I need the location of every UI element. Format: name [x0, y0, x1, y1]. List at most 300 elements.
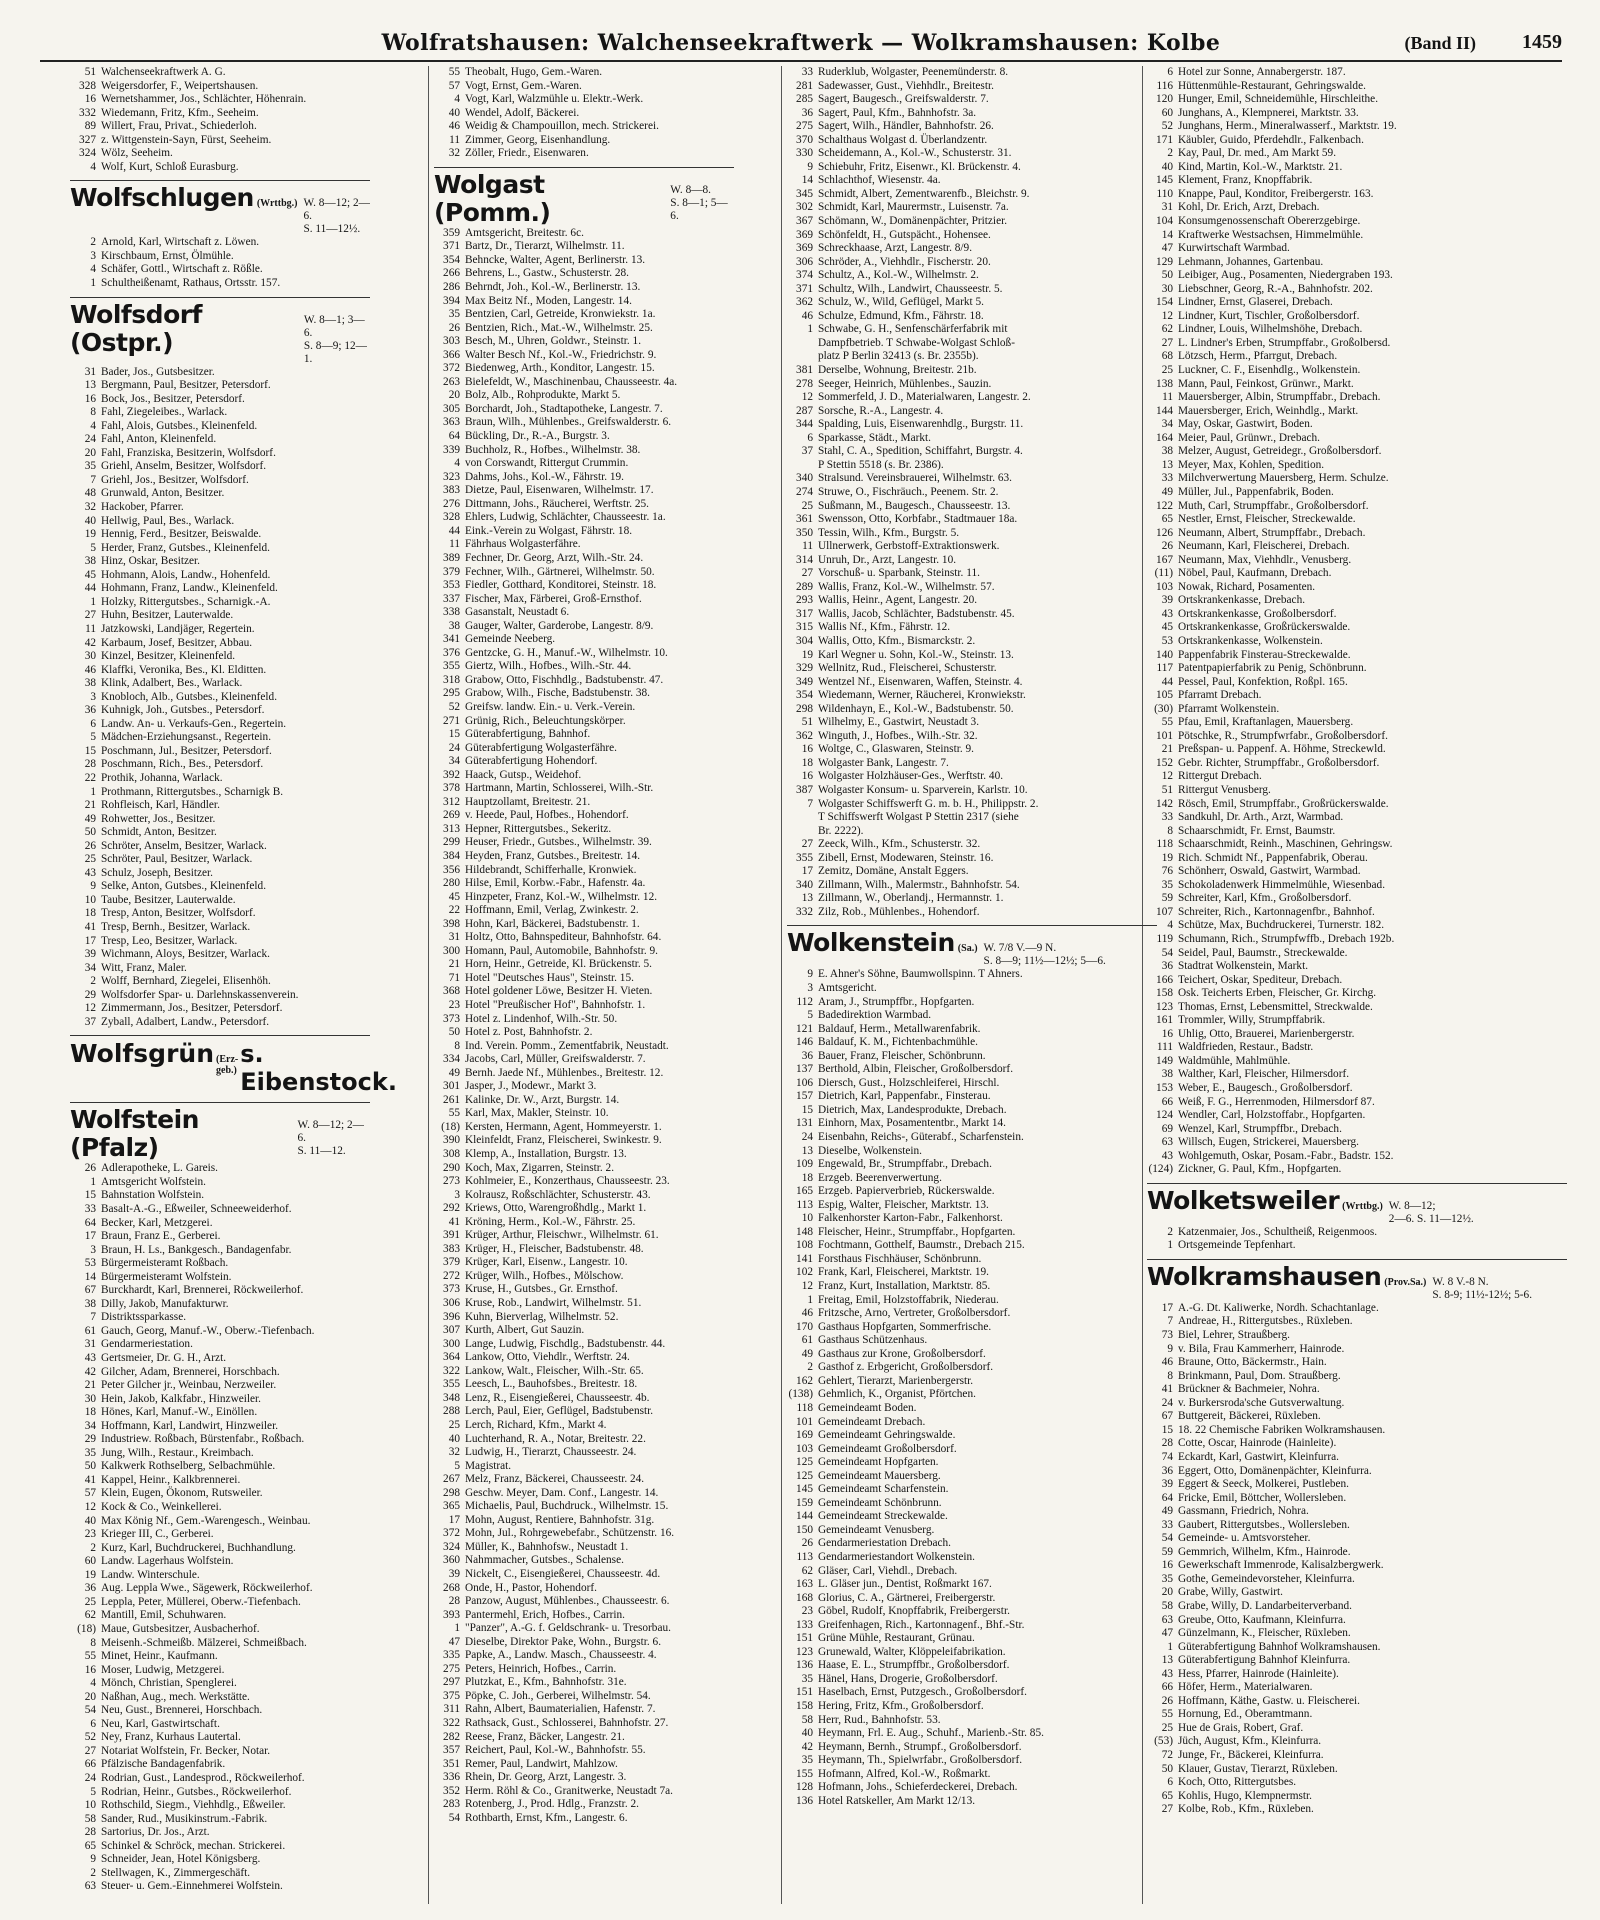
phone-number: 292 — [443, 1202, 460, 1215]
phone-number: 36 — [801, 106, 813, 119]
directory-entry — [434, 1785, 734, 1799]
directory-entry — [787, 1348, 1157, 1362]
phone-number: 76 — [1161, 865, 1173, 878]
phone-number: 16 — [84, 392, 96, 405]
phone-number: 344 — [796, 418, 813, 431]
directory-entry — [70, 880, 370, 894]
phone-number: 369 — [796, 228, 813, 241]
phone-number: 131 — [796, 1117, 813, 1130]
phone-number: 18 — [84, 907, 96, 920]
directory-entry — [1147, 1451, 1567, 1465]
phone-number: 337 — [443, 592, 460, 605]
phone-number: 125 — [796, 1469, 813, 1482]
entry-text: Gemeindeamt Venusberg. — [818, 1523, 935, 1536]
phone-number: 144 — [1156, 404, 1173, 417]
directory-entry — [787, 1714, 1157, 1728]
directory-entry — [787, 188, 1157, 202]
directory-entry — [434, 864, 734, 878]
entry-text: Selke, Anton, Gutsbes., Kleinenfeld. — [101, 880, 267, 893]
entry-text: Osk. Teicherts Erben, Fleischer, Gr. Kirchg. — [1178, 987, 1377, 1000]
directory-entry — [434, 1812, 734, 1826]
directory-entry — [787, 996, 1157, 1010]
phone-number: 61 — [801, 1334, 813, 1347]
directory-entry — [787, 757, 1157, 771]
directory-entry — [70, 80, 370, 94]
phone-number: 268 — [443, 1581, 460, 1594]
entry-text: Poschmann, Jul., Besitzer, Petersdorf. — [101, 744, 272, 757]
directory-entry — [1147, 256, 1567, 270]
phone-number: 6 — [807, 431, 813, 444]
phone-number: 14 — [84, 1270, 96, 1283]
directory-entry — [434, 1080, 734, 1094]
entry-text: Hackober, Pfarrer. — [101, 501, 184, 514]
entry-text: Heuser, Friedr., Gutsbes., Wilhelmstr. 39. — [465, 836, 652, 849]
entry-text: Onde, H., Pastor, Hohendorf. — [465, 1581, 597, 1594]
entry-text: Hess, Pfarrer, Hainrode (Hainleite). — [1178, 1667, 1339, 1680]
directory-entry — [787, 201, 1157, 215]
entry-text: Schumann, Rich., Strumpfwffb., Drebach 192b. — [1178, 933, 1395, 945]
entry-text: Gemeinde- u. Amtsvorsteher. — [1178, 1532, 1311, 1545]
phone-number: 16 — [84, 93, 96, 106]
directory-entry — [787, 1158, 1157, 1172]
directory-entry — [70, 826, 370, 840]
entry-text: Besch, M., Uhren, Goldwr., Steinstr. 1. — [465, 335, 642, 348]
directory-entry — [787, 968, 1157, 982]
phone-number: 25 — [801, 499, 813, 512]
entry-text: Franz, Kurt, Installation, Marktstr. 85. — [818, 1280, 991, 1293]
entry-text: Waldfrieden, Restaur., Badstr. — [1178, 1041, 1314, 1054]
directory-entry — [70, 1271, 370, 1285]
phone-number: 1 — [1167, 1239, 1173, 1252]
directory-entry — [434, 891, 734, 905]
entry-text: Hüttenmühle-Restaurant, Gehringswalde. — [1178, 79, 1366, 92]
directory-entry — [70, 1002, 370, 1016]
directory-entry — [787, 743, 1157, 757]
phone-number: 16 — [1161, 1559, 1173, 1572]
directory-entry — [1147, 1397, 1567, 1411]
directory-entry — [787, 364, 1157, 378]
entry-text: Mauersberger, Erich, Weinhdlg., Markt. — [1178, 404, 1359, 417]
directory-entry — [787, 703, 1157, 717]
directory-entry — [787, 1036, 1157, 1050]
directory-entry — [70, 840, 370, 854]
phone-number: 298 — [796, 702, 813, 715]
phone-number: 302 — [796, 201, 813, 214]
directory-entry — [70, 786, 370, 800]
phone-number: 286 — [443, 281, 460, 294]
entry-text: Buchholz, R., Hofbes., Wilhelmstr. 38. — [465, 443, 641, 456]
directory-entry — [70, 1799, 370, 1813]
phone-number: 5 — [807, 1009, 813, 1022]
phone-number: 360 — [443, 1554, 460, 1567]
entry-text: Koch, Max, Zigarren, Steinstr. 2. — [465, 1161, 615, 1174]
entry-text: Greube, Otto, Kaufmann, Kleinfurra. — [1178, 1613, 1346, 1626]
phone-number: 12 — [84, 1501, 96, 1514]
phone-number: 349 — [796, 675, 813, 688]
directory-entry — [434, 254, 734, 268]
phone-number: 65 — [84, 1839, 96, 1852]
directory-entry — [787, 527, 1157, 541]
phone-number: 28 — [1161, 1437, 1173, 1450]
directory-entry — [70, 555, 370, 569]
entry-text: Schultheißenamt, Rathaus, Ortsstr. 157. — [101, 277, 281, 290]
entry-text: Hein, Jakob, Kalkfabr., Hinzweiler. — [101, 1392, 261, 1405]
entry-text: Wolff, Bernhard, Ziegelei, Elisenhöh. — [101, 975, 271, 988]
entry-text: Max Beitz Nf., Moden, Langestr. 14. — [465, 294, 632, 307]
entry-text: Zimmer, Georg, Eisenhandlung. — [465, 133, 611, 146]
entry-text: Luchterhand, R. A., Notar, Breitestr. 22. — [465, 1432, 646, 1445]
directory-entry — [70, 1189, 370, 1203]
phone-number: 16 — [1161, 1027, 1173, 1040]
directory-entry — [787, 1416, 1157, 1430]
phone-number: 35 — [801, 1672, 813, 1685]
entry-text: Wichmann, Aloys, Besitzer, Warlack. — [101, 948, 270, 961]
directory-entry — [787, 500, 1157, 514]
entry-text: Nestler, Ernst, Fleischer, Streckewalde. — [1178, 513, 1356, 526]
directory-entry — [434, 1202, 734, 1216]
directory-entry — [1147, 838, 1567, 852]
entry-text: Höfer, Herm., Materialwaren. — [1178, 1681, 1313, 1694]
entry-text: Fahl, Alois, Gutsbes., Kleinenfeld. — [101, 419, 258, 432]
directory-entry — [787, 1537, 1157, 1551]
town-heading — [70, 1102, 370, 1162]
entry-text: Uhlig, Otto, Brauerei, Marienbergerstr. — [1178, 1027, 1355, 1040]
directory-entry — [787, 1009, 1157, 1023]
directory-entry — [70, 1582, 370, 1596]
directory-entry — [1147, 1136, 1567, 1150]
directory-entry — [434, 1649, 734, 1663]
phone-number: 34 — [448, 755, 460, 768]
phone-number: 20 — [84, 1690, 96, 1703]
phone-number: 11 — [449, 538, 460, 551]
entry-text: Gaubert, Rittergutsbes., Wollersleben. — [1178, 1518, 1350, 1531]
phone-number: 103 — [796, 1442, 813, 1455]
entry-text: Moser, Ludwig, Metzgerei. — [101, 1663, 225, 1676]
directory-entry — [1147, 201, 1567, 215]
directory-entry — [787, 1388, 1157, 1402]
phone-number: 68 — [1161, 350, 1173, 363]
phone-number: 274 — [796, 485, 813, 498]
entry-text: Fleischer, Heinr., Strumpffabr., Hopfgarten. — [818, 1225, 1016, 1238]
directory-entry — [70, 120, 370, 134]
directory-entry — [70, 907, 370, 921]
entry-text: Pfälzische Bandagenfabrik. — [101, 1758, 226, 1771]
phone-number: 53 — [84, 1257, 96, 1270]
phone-number: 43 — [1161, 607, 1173, 620]
phone-number: 11 — [449, 133, 460, 146]
entry-text: Grabe, Willy, Gastwirt. — [1178, 1586, 1283, 1599]
entry-text: Hauptzollamt, Breitestr. 21. — [465, 795, 591, 808]
directory-entry — [787, 147, 1157, 161]
directory-entry — [70, 1379, 370, 1393]
entry-text: Zemitz, Domäne, Anstalt Eggers. — [818, 865, 969, 878]
directory-entry — [434, 1541, 734, 1555]
phone-number: 58 — [84, 1812, 96, 1825]
directory-entry — [787, 1334, 1157, 1348]
entry-text: Theobalt, Hugo, Gem.-Waren. — [465, 66, 603, 78]
entry-text: Buttgereit, Bäckerei, Rüxleben. — [1178, 1410, 1321, 1423]
phone-number: 54 — [448, 1811, 460, 1824]
directory-entry — [434, 498, 734, 512]
directory-entry — [434, 1148, 734, 1162]
phone-number — [787, 825, 818, 839]
directory-entry — [70, 379, 370, 393]
phone-number: 25 — [448, 1418, 460, 1431]
phone-number: 7 — [1167, 1315, 1173, 1328]
directory-entry — [787, 567, 1157, 581]
phone-number: 27 — [1161, 1803, 1173, 1816]
entry-text: Hänel, Hans, Drogerie, Großolbersdorf. — [818, 1672, 998, 1685]
town-name: Wolkramshausen — [1147, 1261, 1382, 1291]
phone-number: 52 — [84, 1731, 96, 1744]
entry-text: Hoffmann, Käthe, Gastw. u. Fleischerei. — [1178, 1694, 1360, 1707]
entry-text: Kraftwerke Westsachsen, Himmelmühle. — [1178, 228, 1364, 241]
directory-entry — [434, 1527, 734, 1541]
entry-text: Schönfeldt, H., Gutspächt., Hohensee. — [818, 228, 991, 241]
entry-text: Gasthaus zur Krone, Großolbersdorf. — [818, 1347, 986, 1360]
phone-number: 30 — [1161, 282, 1173, 295]
entry-text: Amtsgericht, Breitestr. 6c. — [465, 226, 584, 239]
entry-text: Forsthaus Fischhäuser, Schönbrunn. — [818, 1252, 982, 1265]
directory-entry — [434, 1189, 734, 1203]
entry-text: Jasper, J., Modewr., Markt 3. — [465, 1080, 597, 1093]
directory-entry — [1147, 865, 1567, 879]
entry-text: Müller, K., Bahnhofsw., Neustadt 1. — [465, 1540, 629, 1553]
phone-number: 18 — [801, 1171, 813, 1184]
phone-number: 51 — [1161, 783, 1173, 796]
entry-text: T Schiffswerft Wolgast P Stettin 2317 (siehe — [818, 811, 1019, 824]
phone-number: 314 — [796, 553, 813, 566]
entry-text: Haack, Gutsp., Weidehof. — [465, 768, 582, 781]
entry-text: Güterabfertigung Hohendorf. — [465, 755, 598, 768]
directory-entry — [70, 1691, 370, 1705]
phone-number: 303 — [443, 335, 460, 348]
entry-text: Peter Gilcher jr., Weinbau, Nerzweiler. — [101, 1379, 277, 1392]
town-name: Wolfstein (Pfalz) — [70, 1105, 199, 1163]
entry-text: Güterabfertigung Bahnhof Kleinfurra. — [1178, 1654, 1351, 1667]
directory-entry — [787, 405, 1157, 419]
directory-entry — [434, 945, 734, 959]
entry-text: Reese, Franz, Bäcker, Langestr. 21. — [465, 1730, 625, 1743]
phone-number: 24 — [1161, 1396, 1173, 1409]
entry-text: Wiedemann, Fritz, Kfm., Seeheim. — [101, 106, 259, 119]
directory-entry — [434, 796, 734, 810]
entry-text: Fischer, Max, Färberei, Groß-Ernsthof. — [465, 592, 642, 605]
entry-text: Peters, Heinrich, Hofbes., Carrin. — [465, 1662, 617, 1675]
phone-number: 9 — [90, 880, 96, 893]
directory-entry — [787, 174, 1157, 188]
entry-text: Schultz, A., Kol.-W., Wilhelmstr. 2. — [818, 269, 979, 282]
phone-number: 165 — [796, 1185, 813, 1198]
phone-number: 43 — [84, 1352, 96, 1365]
phone-number: 123 — [796, 1645, 813, 1658]
entry-text: Espig, Walter, Fleischer, Marktstr. 13. — [818, 1198, 989, 1211]
directory-entry — [434, 782, 734, 796]
directory-entry — [787, 1443, 1157, 1457]
entry-text: Ullnerwerk, Gerbstoff-Extraktionswerk. — [818, 540, 1000, 553]
directory-entry — [70, 704, 370, 718]
town-heading — [434, 167, 734, 227]
entry-text: Schaarschmidt, Fr. Ernst, Baumstr. — [1178, 824, 1336, 837]
directory-entry — [70, 1393, 370, 1407]
phone-number: 301 — [443, 1080, 460, 1093]
entry-text: Hotel Ratskeller, Am Markt 12/13. — [818, 1794, 976, 1807]
entry-text: Magistrat. — [465, 1459, 512, 1472]
entry-text: Konsumgenossenschaft Obererzgebirge. — [1178, 215, 1361, 228]
phone-number: 369 — [796, 242, 813, 255]
directory-entry — [787, 1768, 1157, 1782]
directory-entry — [1147, 1763, 1567, 1777]
phone-number: 281 — [796, 79, 813, 92]
phone-number: 383 — [443, 1242, 460, 1255]
directory-entry — [787, 784, 1157, 798]
phone-number: 15 — [84, 1189, 96, 1202]
phone-number: 46 — [448, 120, 460, 133]
directory-entry — [787, 1253, 1157, 1267]
directory-entry — [434, 755, 734, 769]
directory-entry — [787, 1321, 1157, 1335]
phone-number: 338 — [443, 606, 460, 619]
entry-text: Meisenh.-Schmeißb. Mälzerei, Schmeißbach. — [101, 1636, 307, 1649]
phone-number: 159 — [796, 1496, 813, 1509]
entry-text: Swensson, Otto, Korbfabr., Stadtmauer 18a. — [818, 513, 1018, 526]
directory-entry — [434, 552, 734, 566]
directory-entry — [70, 277, 370, 291]
phone-number: 368 — [443, 985, 460, 998]
directory-entry — [434, 1419, 734, 1433]
directory-entry — [787, 1646, 1157, 1660]
directory-entry — [434, 728, 734, 742]
entry-text: Pappenfabrik Finsterau-Streckewalde. — [1178, 648, 1351, 661]
directory-entry — [434, 1107, 734, 1121]
entry-text: Ortskrankenkasse, Wolkenstein. — [1178, 634, 1323, 647]
phone-number: 2 — [90, 975, 96, 988]
directory-entry — [70, 596, 370, 610]
phone-number: 10 — [801, 1212, 813, 1225]
phone-number: 63 — [1161, 1136, 1173, 1149]
phone-number: 1 — [90, 277, 96, 290]
entry-text: Zeeck, Wilh., Kfm., Schusterstr. 32. — [818, 838, 981, 851]
entry-text: A.-G. Dt. Kaliwerke, Nordh. Schachtanlage. — [1178, 1301, 1379, 1314]
phone-number: 170 — [796, 1320, 813, 1333]
directory-entry — [1147, 608, 1567, 622]
phone-number: 379 — [443, 565, 460, 578]
directory-entry — [434, 1433, 734, 1447]
directory-entry — [434, 850, 734, 864]
phone-number: 33 — [801, 66, 813, 78]
directory-entry — [1147, 364, 1567, 378]
phone-number: 353 — [443, 579, 460, 592]
phone-number: 34 — [84, 961, 96, 974]
phone-number: 330 — [796, 147, 813, 160]
directory-entry — [70, 66, 370, 80]
directory-entry — [1147, 500, 1567, 514]
phone-number: 352 — [443, 1784, 460, 1797]
town-heading — [1147, 1259, 1567, 1302]
entry-text: Wallis, Heinr., Agent, Langestr. 20. — [818, 594, 978, 607]
phone-number: 111 — [1156, 1041, 1173, 1054]
directory-entry — [434, 227, 734, 241]
entry-text: Kappel, Heinr., Kalkbrennerei. — [101, 1473, 241, 1486]
phone-number: 8 — [1167, 824, 1173, 837]
phone-number: 107 — [1156, 905, 1173, 918]
phone-number: 269 — [443, 809, 460, 822]
directory-entry — [70, 528, 370, 542]
phone-number: 5 — [90, 731, 96, 744]
directory-entry — [70, 731, 370, 745]
phone-number: 288 — [443, 1405, 460, 1418]
directory-entry — [70, 1298, 370, 1312]
phone-number: 9 — [90, 1853, 96, 1866]
directory-entry — [434, 1351, 734, 1365]
phone-number: (11) — [1154, 567, 1173, 580]
directory-entry — [434, 742, 734, 756]
directory-entry — [1147, 703, 1567, 717]
phone-number: 44 — [1161, 675, 1173, 688]
directory-entry — [1147, 757, 1567, 771]
phone-number: 2 — [90, 1541, 96, 1554]
phone-number: 55 — [448, 1107, 460, 1120]
entry-text: Neumann, Max, Viehhdlr., Venusberg. — [1178, 553, 1352, 566]
phone-number: 267 — [443, 1473, 460, 1486]
entry-text: Schiebuhr, Fritz, Eisenwr., Kl. Brückenstr. 4. — [818, 160, 1021, 173]
directory-entry — [70, 147, 370, 161]
phone-number: 129 — [1156, 255, 1173, 268]
phone-number: 4 — [1167, 919, 1173, 932]
phone-number: 35 — [84, 1446, 96, 1459]
directory-entry — [434, 1338, 734, 1352]
directory-entry — [1147, 716, 1567, 730]
phone-number: 300 — [443, 1337, 460, 1350]
phone-number: 34 — [1161, 418, 1173, 431]
entry-text: Ortskrankenkasse, Großrückerswalde. — [1178, 621, 1351, 634]
entry-text: Eisenbahn, Reichs-, Güterabf., Scharfenstein. — [818, 1131, 1024, 1144]
directory-entry — [434, 484, 734, 498]
phone-number: 35 — [1161, 878, 1173, 891]
directory-entry — [434, 1283, 734, 1297]
entry-text: Hohmann, Franz, Landw., Kleinenfeld. — [101, 582, 278, 595]
entry-text: Baldauf, K. M., Fichtenbachmühle. — [818, 1036, 979, 1049]
entry-text: Wildenhayn, E., Kol.-W., Badstubenstr. 50. — [818, 702, 1014, 715]
directory-entry — [434, 1094, 734, 1108]
directory-entry — [434, 389, 734, 403]
phone-number: 28 — [84, 758, 96, 771]
phone-number: 1 — [1167, 1640, 1173, 1653]
entry-text: Rich. Schmidt Nf., Pappenfabrik, Oberau. — [1178, 851, 1368, 864]
directory-entry — [70, 460, 370, 474]
directory-entry — [1147, 933, 1567, 947]
entry-text: Schröder, A., Viehhdlr., Fischerstr. 20. — [818, 255, 991, 268]
entry-text: Patentpapierfabrik zu Penig, Schönbrunn. — [1178, 662, 1367, 675]
directory-entry — [434, 147, 734, 161]
directory-entry — [787, 982, 1157, 996]
entry-text: Fechner, Dr. Georg, Arzt, Wilh.-Str. 24. — [465, 551, 644, 564]
directory-entry — [787, 1226, 1157, 1240]
phone-number: 324 — [443, 1540, 460, 1553]
entry-text: Kalinke, Dr. W., Arzt, Burgstr. 14. — [465, 1093, 620, 1106]
phone-number: 11 — [85, 622, 96, 635]
phone-number: 122 — [1156, 499, 1173, 512]
entry-text: Amtsgericht. — [818, 982, 877, 994]
directory-entry — [70, 161, 370, 175]
phone-number: 311 — [443, 1703, 460, 1716]
entry-text: Muth, Carl, Strumpffabr., Großolbersdorf. — [1178, 499, 1369, 512]
entry-text: Bentzien, Rich., Mat.-W., Wilhelmstr. 25. — [465, 321, 653, 334]
directory-entry — [1147, 879, 1567, 893]
entry-text: Mauersberger, Albin, Strumpffabr., Drebach. — [1178, 391, 1381, 404]
entry-text: Rotenberg, J., Prod. Hdlg., Franzstr. 2. — [465, 1798, 639, 1811]
phone-number: 24 — [801, 1131, 813, 1144]
